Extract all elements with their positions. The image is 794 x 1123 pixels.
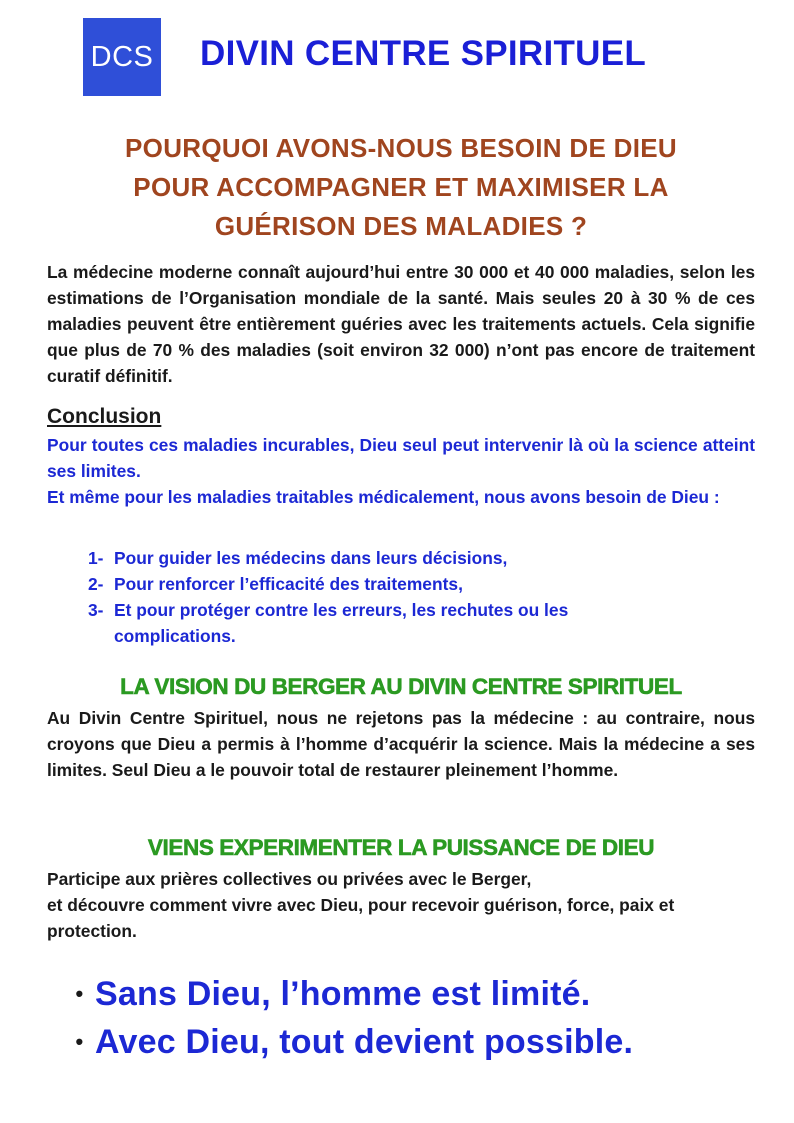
title-line: GUÉRISON DES MALADIES ? xyxy=(214,211,588,241)
list-item xyxy=(88,545,668,571)
slogans-list xyxy=(64,970,764,1066)
experience-line: Participe aux prières collectives ou privées avec le Berger, xyxy=(47,869,532,889)
title-line: POURQUOI AVONS-NOUS BESOIN DE DIEU xyxy=(125,133,677,163)
slogan-text: Sans Dieu, l’homme est limité. xyxy=(95,974,591,1013)
dcs-logo xyxy=(83,18,161,96)
experience-paragraph xyxy=(47,866,759,944)
experience-line: et découvre comment vivre avec Dieu, pour recevoir guérison, force, paix et protection. xyxy=(47,895,675,941)
organization-name: DIVIN CENTRE SPIRITUEL xyxy=(200,34,647,73)
conclusion-paragraph: Pour toutes ces maladies incurables, Dieu seul peut intervenir là où la science atteint ses limites. xyxy=(47,435,755,481)
bullet-icon: • xyxy=(75,1029,84,1054)
vision-heading: LA VISION DU BERGER AU DIVIN CENTRE SPIRITUEL xyxy=(120,674,682,699)
bullet-icon: • xyxy=(75,981,84,1006)
list-item-text: Pour renforcer l’efficacité des traitements, xyxy=(114,574,463,594)
slogan-item xyxy=(64,1018,764,1066)
title-line: POUR ACCOMPAGNER ET MAXIMISER LA xyxy=(133,172,669,202)
page-title xyxy=(40,129,762,246)
conclusion-heading: Conclusion xyxy=(47,405,162,428)
list-item-text: Pour guider les médecins dans leurs décisions, xyxy=(114,548,508,568)
list-item xyxy=(88,597,668,649)
logo-text: DCS xyxy=(90,40,154,73)
list-item-number: 2- xyxy=(88,574,104,594)
slogan-text: Avec Dieu, tout devient possible. xyxy=(95,1022,634,1061)
list-item-number: 1- xyxy=(88,548,104,568)
intro-paragraph: La médecine moderne connaît aujourd’hui entre 30 000 et 40 000 maladies, selon les estimations de l’Organisation mondiale de la santé. Mais seules 20 à 30 % de ces maladies peuvent être entièrement guéries avec les traitements actuels. Cela signifie que plus de 70 % des maladies (soit environ 32 000) n’ont pas encore de traitement curatif définitif. xyxy=(47,262,755,386)
conclusion-text xyxy=(47,432,755,510)
vision-paragraph: Au Divin Centre Spirituel, nous ne rejetons pas la médecine : au contraire, nous croyons que Dieu a permis à l’homme d’acquérir la science. Mais la médecine a ses limites. Seul Dieu a le pouvoir total de restaurer pleinement l’homme. xyxy=(47,708,755,780)
list-item-text: Et pour protéger contre les erreurs, les rechutes ou les complications. xyxy=(114,600,569,646)
conclusion-paragraph: Et même pour les maladies traitables médicalement, nous avons besoin de Dieu : xyxy=(47,487,720,507)
list-item-number: 3- xyxy=(88,600,104,620)
reasons-list xyxy=(88,545,668,649)
list-item xyxy=(88,571,668,597)
slogan-item xyxy=(64,970,764,1018)
experience-heading: VIENS EXPERIMENTER LA PUISSANCE DE DIEU xyxy=(147,835,655,860)
